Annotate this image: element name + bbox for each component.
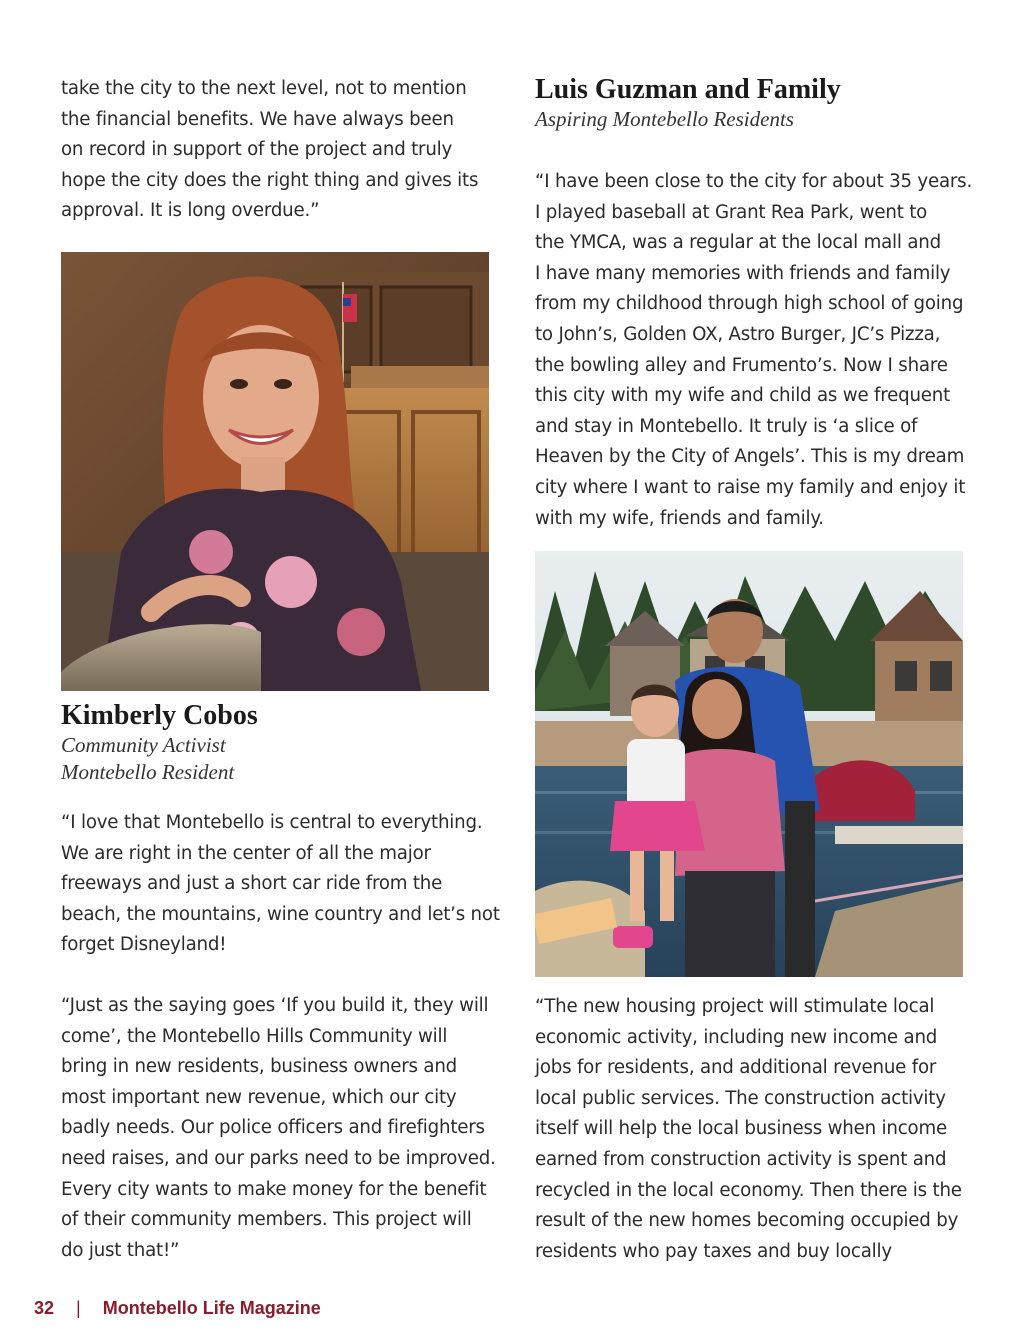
text-line: the financial benefits. We have always been [61,108,454,130]
text-line: the YMCA, was a regular at the local mall and [535,232,941,254]
text-line: recycled in the local economy. Then there is the [535,1179,962,1201]
person-name: Luis Guzman and Family [535,74,841,105]
text-line: from my childhood through high school of going [535,293,964,315]
text-line: We are right in the center of all the major [61,842,431,864]
quote-paragraph [535,992,975,1267]
luis-guzman-family-photo [535,551,963,977]
page-number: 32 [34,1298,55,1318]
text-line: “The new housing project will stimulate local [535,996,935,1017]
text-line: do just that!” [61,1239,180,1261]
left-intro-text [61,74,501,227]
person-role: Community Activist [61,733,226,757]
text-line: local public services. The construction activity [535,1087,946,1109]
text-line: Heaven by the City of Angels’. This is my dream [535,446,965,468]
text-line: most important new revenue, which our city [61,1086,457,1108]
quote-paragraph [61,991,501,1266]
luis-guzman-header [535,74,975,133]
text-line: I played baseball at Grant Rea Park, went to [535,201,928,223]
text-line: “I have been close to the city for about 35 years. [535,171,973,192]
text-line: need raises, and our parks need to be improved. [61,1147,496,1169]
intro-paragraph [61,74,501,227]
person-role: Aspiring Montebello Residents [535,107,794,131]
text-line: “I love that Montebello is central to everything. [61,812,483,833]
text-line: and stay in Montebello. It truly is ‘a slice of [535,415,918,437]
text-line: this city with my wife and child as we frequent [535,385,951,407]
text-line: to John’s, Golden OX, Astro Burger, JC’s Pizza, [535,323,941,345]
text-line: take the city to the next level, not to mention [61,78,467,99]
luis-quote-2 [535,992,975,1267]
text-line: on record in support of the project and truly [61,139,453,161]
text-line: freeways and just a short car ride from the [61,873,443,895]
text-line: earned from construction activity is spent and [535,1148,947,1170]
person-residence: Montebello Resident [61,760,235,784]
quote-paragraph [61,808,501,961]
text-line: Every city wants to make money for the benefit [61,1178,487,1200]
text-line: bring in new residents, business owners and [61,1056,458,1078]
text-line: approval. It is long overdue.” [61,200,320,222]
footer-separator: | [76,1298,81,1318]
text-line: with my wife, friends and family. [535,507,824,529]
text-line: come’, the Montebello Hills Community will [61,1025,448,1047]
kimberly-cobos-photo [61,252,489,691]
text-line: beach, the mountains, wine country and let’s not [61,903,500,925]
text-line: the bowling alley and Frumento’s. Now I share [535,354,948,376]
person-name: Kimberly Cobos [61,700,258,731]
luis-quote-1 [535,167,975,534]
text-line: of their community members. This project will [61,1209,472,1231]
text-line: residents who pay taxes and buy locally [535,1240,892,1262]
text-line: forget Disneyland! [61,934,227,956]
text-line: badly needs. Our police officers and firefighters [61,1117,485,1139]
text-line: economic activity, including new income and [535,1026,938,1048]
page-footer [34,1298,321,1319]
text-line: I have many memories with friends and family [535,262,951,284]
text-line: hope the city does the right thing and gives its [61,169,479,191]
kimberly-quote [61,808,501,1266]
text-line: city where I want to raise my family and enjoy it [535,476,966,498]
kimberly-cobos-header [61,700,501,786]
text-line: itself will help the local business when income [535,1118,947,1140]
quote-paragraph [535,167,975,534]
text-line: “Just as the saying goes ‘If you build it, they will [61,994,489,1016]
magazine-title: Montebello Life Magazine [102,1298,321,1318]
text-line: jobs for residents, and additional revenue for [535,1057,937,1079]
text-line: result of the new homes becoming occupied by [535,1210,959,1232]
